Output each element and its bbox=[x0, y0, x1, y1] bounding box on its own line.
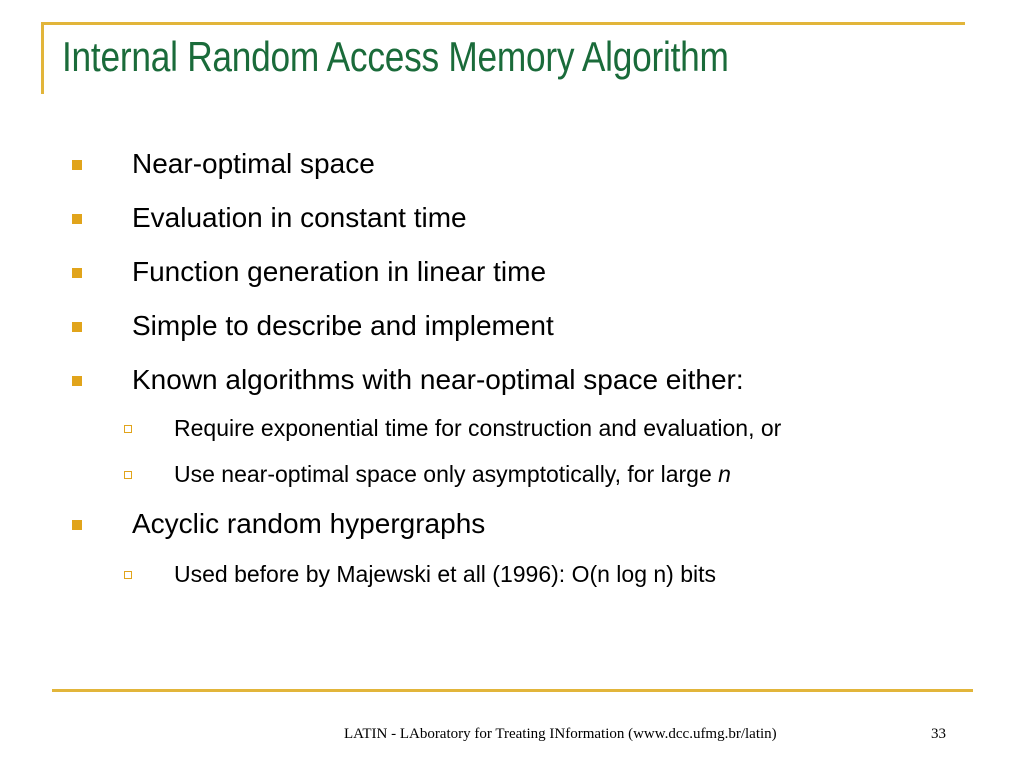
footer-rule bbox=[52, 689, 973, 692]
sub-bullet-text bbox=[174, 460, 731, 488]
bullet-text: Acyclic random hypergraphs bbox=[132, 508, 486, 539]
bullet-text: Simple to describe and implement bbox=[132, 310, 554, 341]
square-bullet-icon bbox=[72, 268, 82, 278]
sub-bullet-text: Require exponential time for construction and evaluation, or bbox=[174, 415, 782, 441]
footer-text: LATIN - LAboratory for Treating INformation (www.dcc.ufmg.br/latin) bbox=[344, 726, 777, 742]
square-bullet-icon bbox=[72, 160, 82, 170]
sub-bullet-text-main: Use near-optimal space only asymptotically, for large bbox=[174, 461, 719, 487]
hollow-square-bullet-icon bbox=[124, 471, 132, 479]
sub-bullet-italic-n: n bbox=[718, 461, 731, 487]
bullet-text: Function generation in linear time bbox=[132, 256, 547, 287]
hollow-square-bullet-icon bbox=[124, 425, 132, 433]
bullet-text: Near-optimal space bbox=[132, 148, 375, 179]
square-bullet-icon bbox=[72, 376, 82, 386]
square-bullet-icon bbox=[72, 214, 82, 224]
hollow-square-bullet-icon bbox=[124, 571, 132, 579]
slide-title: Internal Random Access Memory Algorithm bbox=[62, 33, 729, 80]
page-number: 33 bbox=[931, 726, 946, 742]
square-bullet-icon bbox=[72, 322, 82, 332]
square-bullet-icon bbox=[72, 520, 82, 530]
bullet-text: Evaluation in constant time bbox=[132, 202, 467, 233]
sub-bullet-text: Used before by Majewski et all (1996): O(n log n) bits bbox=[174, 561, 717, 587]
bullet-text: Known algorithms with near-optimal space either: bbox=[132, 364, 744, 395]
